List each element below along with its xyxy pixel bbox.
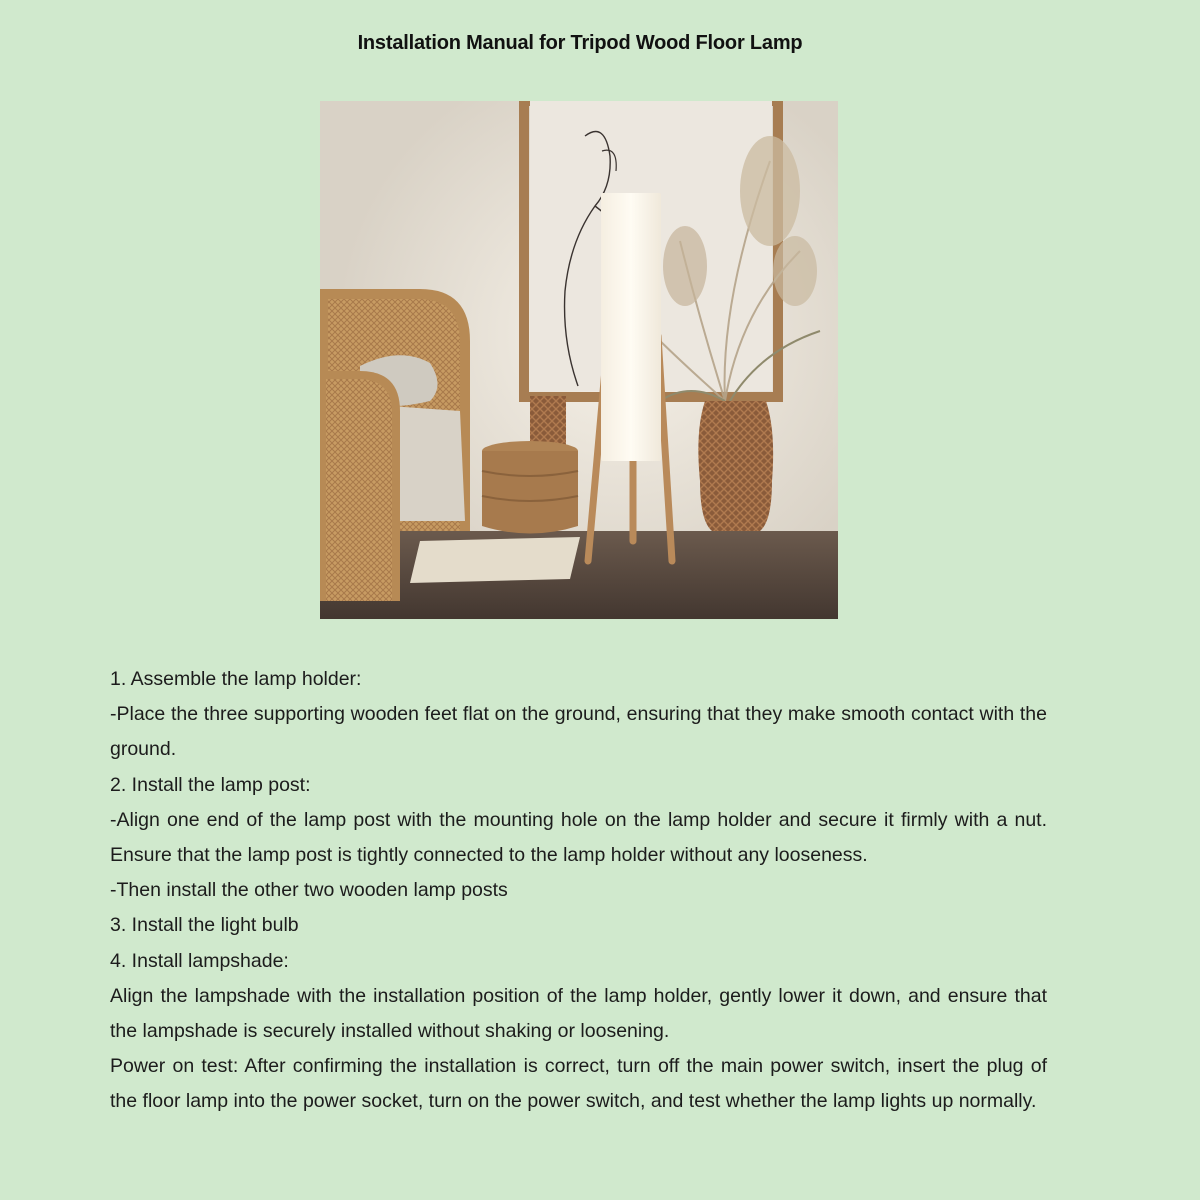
- page-title: Installation Manual for Tripod Wood Floor Lamp: [357, 32, 803, 54]
- step-heading-2: 2. Install the lamp post:: [110, 773, 311, 796]
- instructions: [110, 662, 1047, 1120]
- step-detail: Align the lampshade with the installation position of the lamp holder, gently lower it down, and ensure that the lampshade is securely installed without shaking or loosening.: [110, 984, 1047, 1043]
- step-heading-4: 4. Install lampshade:: [110, 949, 289, 972]
- step-heading-3: 3. Install the light bulb: [110, 914, 299, 937]
- step-heading-1: 1. Assemble the lamp holder:: [110, 668, 362, 690]
- step-detail: -Align one end of the lamp post with the mounting hole on the lamp holder and secure it firmly with a nut. Ensure that the lamp post is tightly connected to the lamp holder without any looseness.: [110, 808, 1047, 867]
- product-photo: [320, 101, 838, 619]
- step-detail: -Place the three supporting wooden feet flat on the ground, ensuring that they make smooth contact with the ground.: [110, 703, 1047, 761]
- step-detail: -Then install the other two wooden lamp posts: [110, 879, 508, 902]
- power-test: Power on test: After confirming the installation is correct, turn off the main power switch, insert the plug of the floor lamp into the power socket, turn on the power switch, and test whether the lamp lights up normally.: [110, 1055, 1047, 1113]
